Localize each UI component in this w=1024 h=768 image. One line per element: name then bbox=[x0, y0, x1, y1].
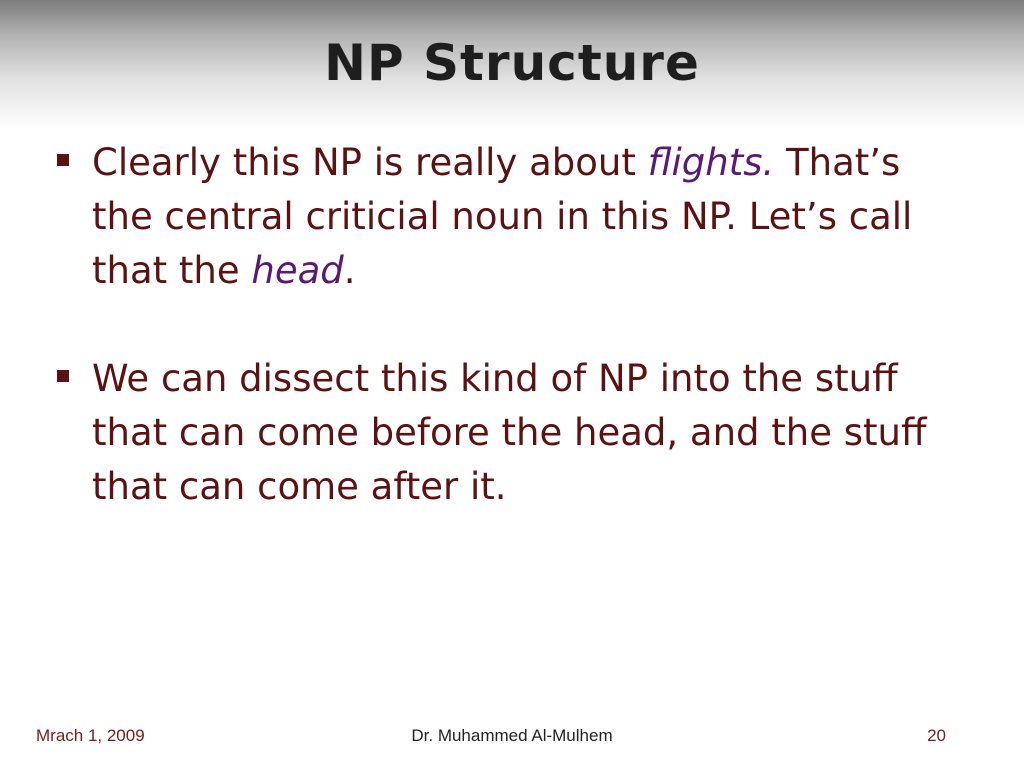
footer-author: Dr. Muhammed Al-Mulhem bbox=[411, 726, 613, 745]
slide-body bbox=[56, 136, 956, 514]
text-segment: . bbox=[343, 249, 356, 292]
text-segment: That’s the central criticial noun in this NP. Let’s call that the bbox=[92, 141, 913, 292]
emphasized-word: flights. bbox=[647, 141, 775, 184]
bullet-item bbox=[56, 136, 956, 298]
slide-title: NP Structure bbox=[324, 34, 700, 92]
bullet-text bbox=[92, 141, 912, 292]
text-segment: Clearly this NP is really about bbox=[92, 141, 648, 184]
text-segment: We can dissect this kind of NP into the stuff that can come before the head, and the stuff that can come after it. bbox=[92, 357, 927, 508]
emphasized-word: head bbox=[251, 249, 344, 292]
footer-date: Mrach 1, 2009 bbox=[36, 726, 145, 745]
page-number: 20 bbox=[927, 726, 946, 745]
square-bullet-icon bbox=[57, 370, 69, 382]
square-bullet-icon bbox=[57, 154, 69, 166]
bullet-item bbox=[56, 352, 956, 514]
bullet-text bbox=[92, 357, 926, 508]
